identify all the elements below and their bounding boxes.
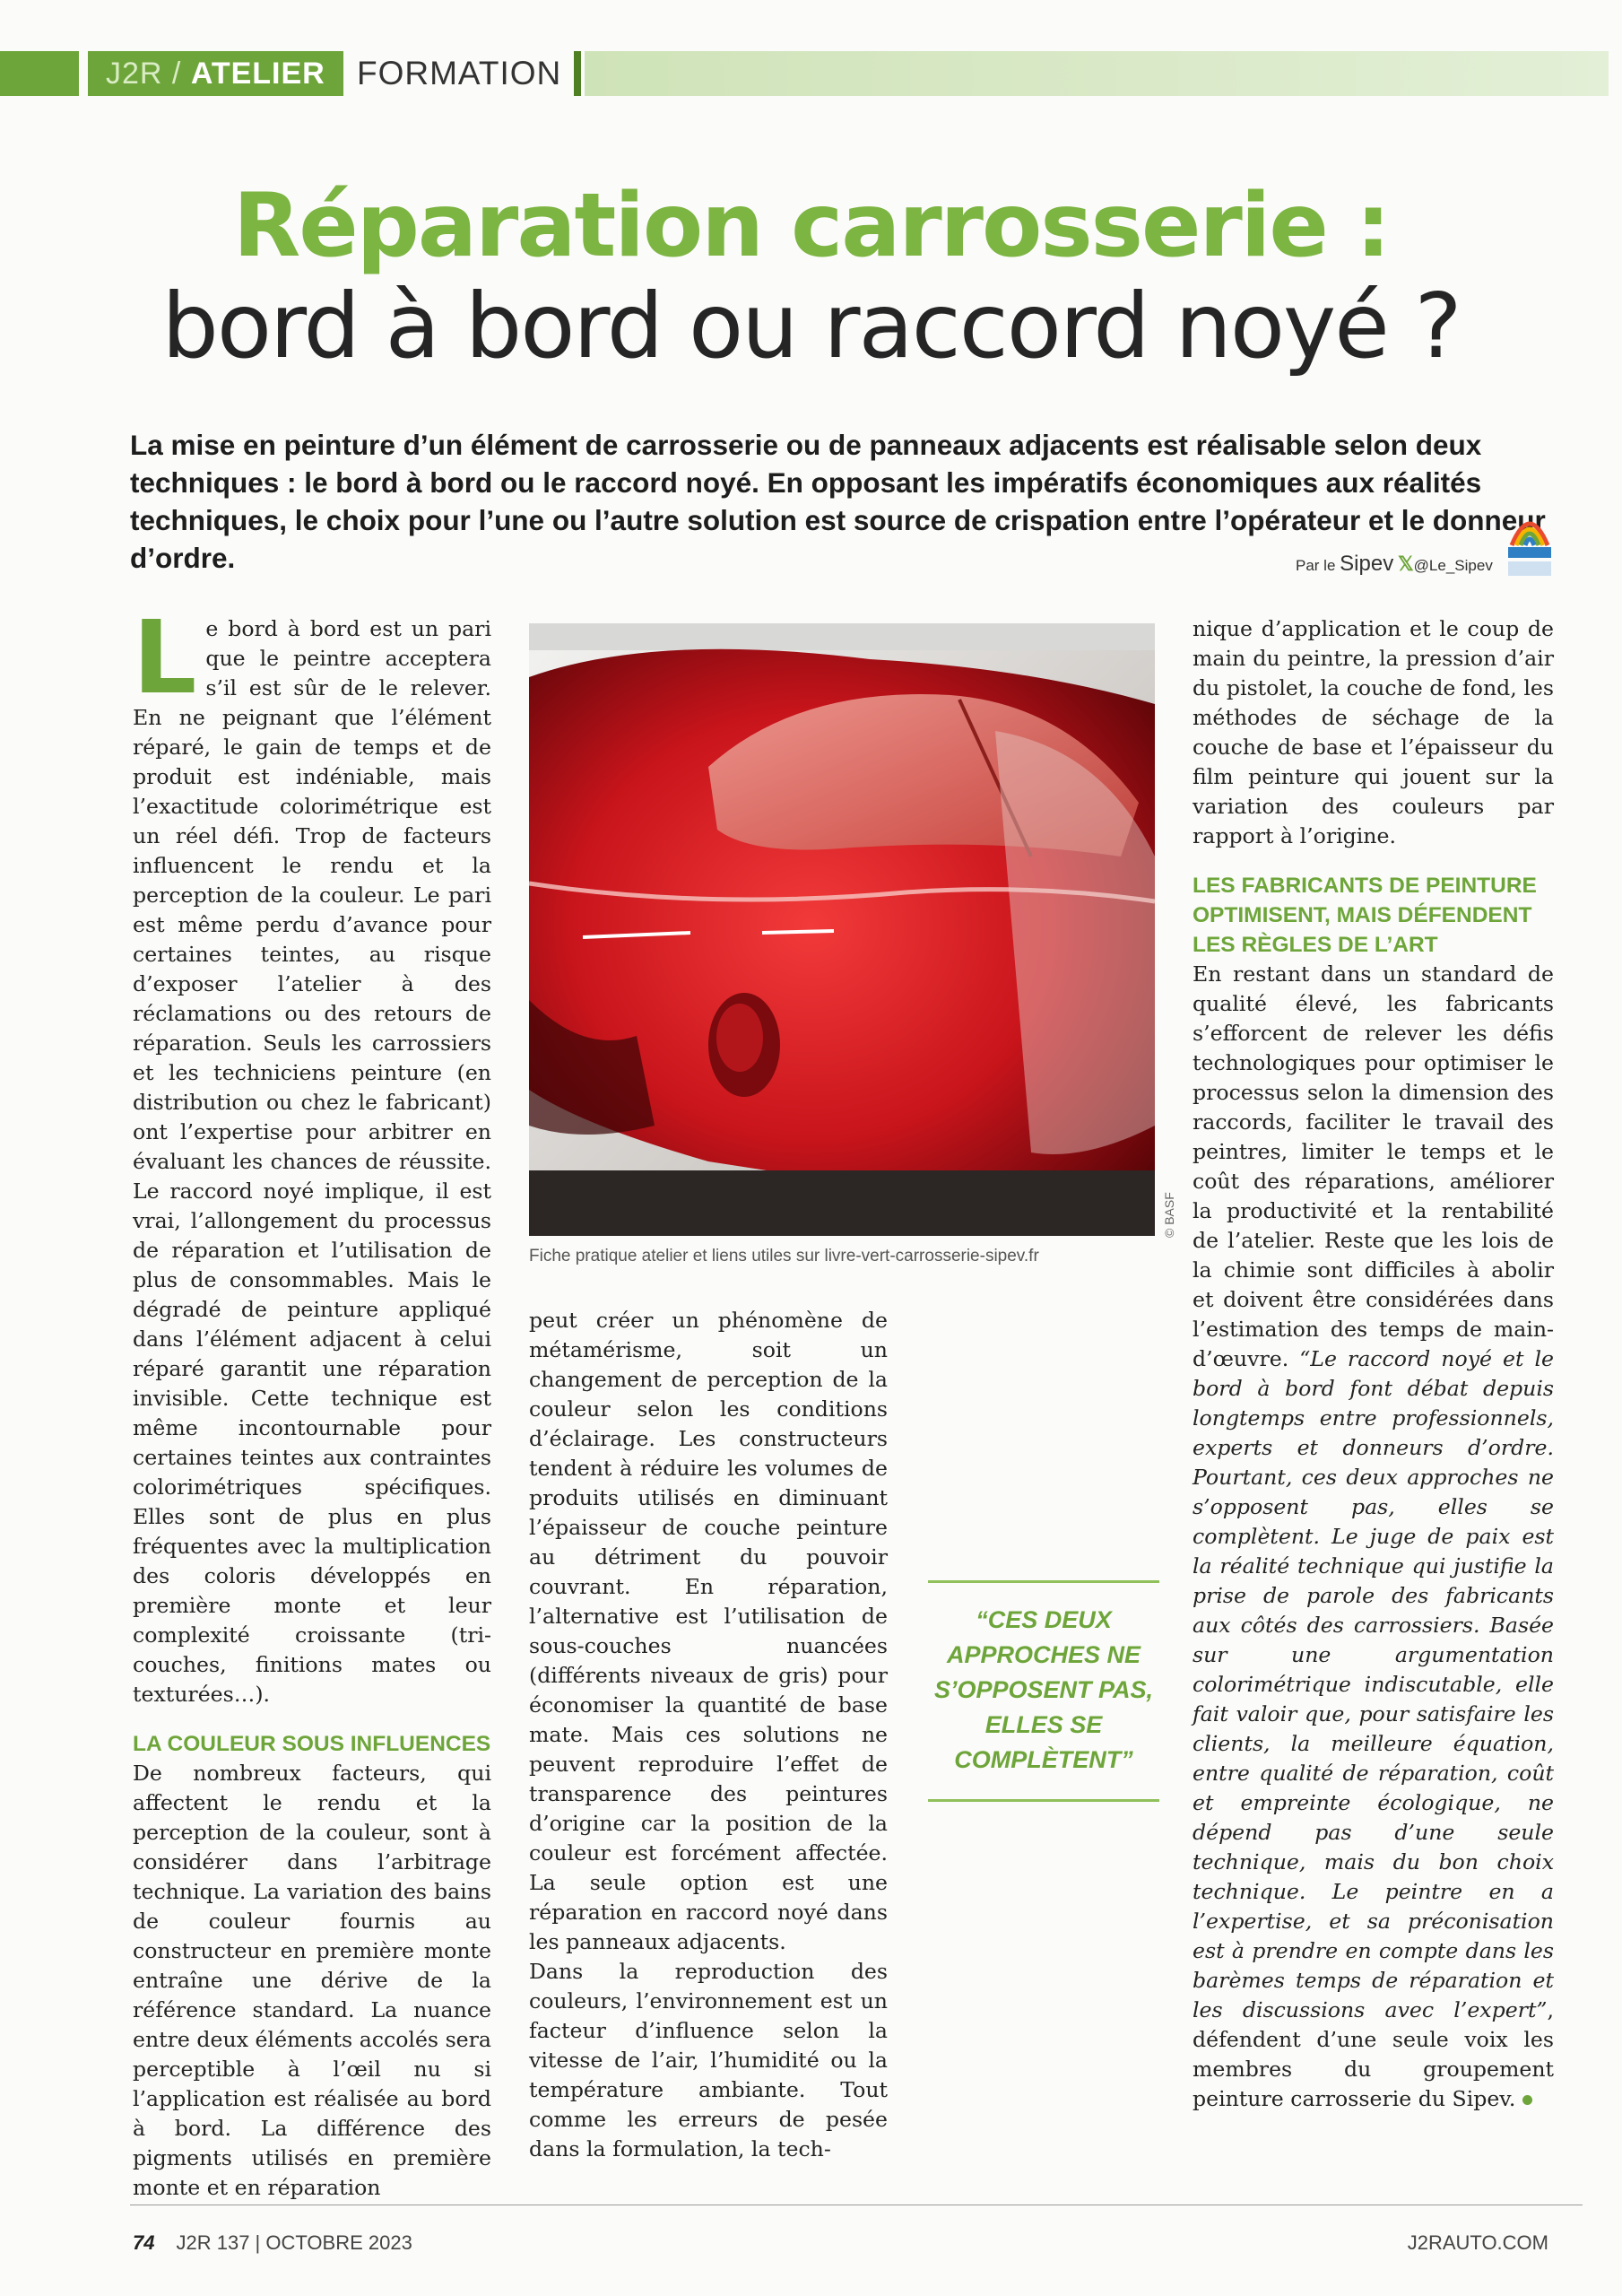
article-column-3 xyxy=(1193,614,1554,2114)
article-paragraph: Dans la reproduction des couleurs, l’environnement est un facteur d’influence selon la vitesse de l’air, l’humidité ou la température ambiante. Tout comme les erreurs de pesée dans la formulation, la tech- xyxy=(529,1959,888,2161)
paragraph-text: En restant dans un standard de qualité élevé, les fabricants s’efforcent de relever les défis technologiques pour optimiser le processus selon la dimension des raccords, faciliter le travail des peintres, limiter le temps et le coût des réparations, améliorer la productivité et la rentabilité de l’atelier. Reste que les lois de la chimie sont difficiles à abolir et doivent être considérées dans l’estimation des temps de main-d’œuvre. xyxy=(1193,961,1554,1371)
section-tag-j2r: J2R / xyxy=(106,57,182,91)
issue-info: J2R 137 | OCTOBRE 2023 xyxy=(176,2231,412,2254)
article-paragraph: nique d’application et le coup de main du peintre, la pression d’air du pistolet, la couche de fond, les méthodes de séchage de la couche de base et l’épaisseur du film peinture qui jouent sur la variation des couleurs par rapport à l’origine. xyxy=(1193,616,1554,848)
byline-prefix: Par le xyxy=(1296,557,1336,574)
header-separator xyxy=(574,51,581,96)
footer-info xyxy=(133,2231,412,2255)
car-illustration xyxy=(529,623,1155,1236)
header-bar-left xyxy=(0,51,79,96)
x-logo-icon: 𝕏 xyxy=(1397,552,1414,575)
section-heading: LA COULEUR SOUS INFLUENCES xyxy=(133,1732,491,1756)
quoted-text: “Le raccord noyé et le bord à bord font débat depuis longtemps entre professionnels, experts et donneurs d’ordre. Pourtant, ces deux approches ne s’opposent pas, elles se complètent. Le juge de paix est la réalité technique qui justifie la prise de parole des fabricants aux côtés des carrossiers. Basée sur une argumentation colorimétrique indiscutable, elle fait valoir que, pour satisfaire les clients, la meilleure équation, entre qualité de réparation, coût et empreinte écologique, ne dépend pas d’une seule technique, mais du bon choix technique. Le peintre en a l’expertise, et sa préconisation est à prendre en compte dans les barèmes temps de réparation et les discussions avec l’expert” xyxy=(1193,1346,1554,2022)
photo-caption: Fiche pratique atelier et liens utiles sur livre-vert-carrosserie-sipev.fr xyxy=(529,1247,1039,1265)
byline-handle: @Le_Sipev xyxy=(1413,557,1493,574)
page-subtitle: bord à bord ou raccord noyé ? xyxy=(161,274,1461,378)
byline xyxy=(1296,552,1493,577)
article-paragraph xyxy=(1193,960,1554,2114)
photo-credit: © BASF xyxy=(1162,1192,1176,1238)
article-paragraph: peut créer un phénomène de métamérisme, soit un changement de perception de la couleur selon les conditions d’éclairage. Les constructeurs tendent à réduire les volumes de produits utilisés en diminuant l’épaisseur de couche peinture au détriment du pouvoir couvrant. En réparation, l’alternative est l’utilisation de sous-couches nuancées (différents niveaux de gris) pour économiser la quantité de base mate. Mais ces solutions ne peuvent reproduire l’effet de transparence des peintures d’origine car la position de la couleur est forcément affectée. La seule option est une réparation en raccord noyé dans les panneaux adjacents. xyxy=(529,1308,888,1954)
footer-website: J2RAUTO.COM xyxy=(1407,2231,1548,2254)
lead-paragraph: La mise en peinture d’un élément de carrosserie ou de panneaux adjacents est réalisable selon deux techniques : le bord à bord ou le raccord noyé. En opposant les impératifs économiques aux réalités techniques, le choix pour l’une ou l’autre solution est source de crispation entre l’opérateur et le donneur d’ordre. xyxy=(130,429,1546,574)
header-bar-right xyxy=(585,51,1609,96)
article-column-2 xyxy=(529,1306,888,2164)
section-tag xyxy=(88,51,343,96)
end-mark-icon xyxy=(1522,2095,1532,2105)
page-number: 74 xyxy=(133,2231,155,2254)
article-paragraph: De nombreux facteurs, qui affectent le rendu et la perception de la couleur, sont à considérer dans l’arbitrage technique. La variation des bains de couleur fournis au constructeur en première monte entraîne une dérive de la référence standard. La nuance entre deux éléments accolés sera perceptible à l’œil nu si l’application est réalisée au bord à bord. La différence des pigments utilisés en première monte et en réparation xyxy=(133,1761,491,2200)
sipev-logo-icon xyxy=(1506,509,1553,578)
pull-quote: “CES DEUX APPROCHES NE S’OPPOSENT PAS, ELLES SE COMPLÈTENT” xyxy=(928,1580,1159,1802)
byline-author: Sipev xyxy=(1340,552,1394,576)
article-column-1 xyxy=(133,600,491,2203)
drop-cap: L xyxy=(133,600,197,717)
section-heading: LES FABRICANTS DE PEINTURE OPTIMISENT, MAIS DÉFENDENT LES RÈGLES DE L’ART xyxy=(1193,874,1537,957)
car-photo xyxy=(529,623,1155,1236)
paragraph-text: , défendent d’une seule voix les membres du groupement peinture carrosserie du Sipev. xyxy=(1193,1997,1554,2111)
page-title: Réparation carrosserie : xyxy=(232,175,1390,277)
section-tag-atelier: ATELIER xyxy=(190,57,325,91)
subsection-label: FORMATION xyxy=(357,55,562,91)
article-paragraph: e bord à bord est un pari que le peintre acceptera s’il est sûr de le relever. En ne peignant que l’élément réparé, le gain de temps et de produit est indéniable, mais l’exactitude colorimétrique est un réel défi. Trop de facteurs influencent le rendu et la perception de la couleur. Le pari est même perdu d’avance pour certaines teintes, au risque d’exposer l’atelier à des réclamations ou des retours de réparation. Seuls les carrossiers et les techniciens peinture (en distribution ou chez le fabricant) ont l’expertise pour arbitrer en évaluant les chances de réussite. Le raccord noyé implique, il est vrai, l’allongement du processus de réparation et l’utilisation de plus de consommables. Mais le dégradé de peinture appliqué dans l’élément adjacent à celui réparé garantit une réparation invisible. Cette technique est même incontournable pour certaines teintes aux contraintes colorimétriques spécifiques. Elles sont de plus en plus fréquentes avec la multiplication des coloris développés en première monte et leur complexité croissante (tri-couches, finitions mates ou texturées…). xyxy=(133,616,491,1707)
